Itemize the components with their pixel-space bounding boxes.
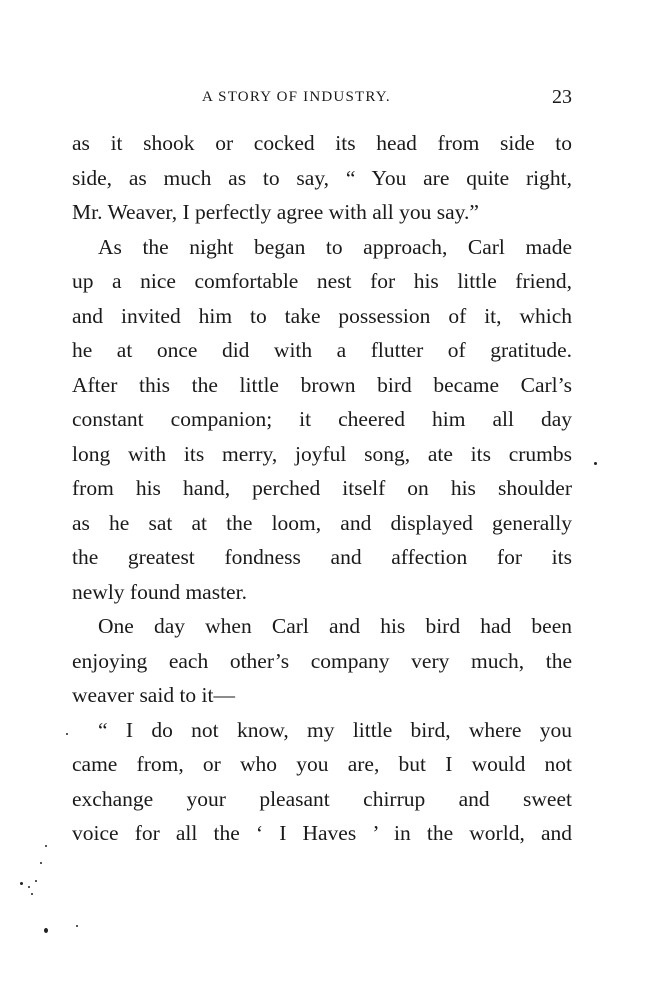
scan-speck — [66, 733, 68, 735]
text-line: from his hand, perched itself on his shoulder — [72, 476, 572, 500]
text-line: “ I do not know, my little bird, where you — [98, 717, 572, 742]
text-line: and invited him to take possession of it, which — [72, 303, 572, 328]
scan-speck — [35, 880, 37, 882]
text-line: side, as much as to say, “ You are quite right, — [72, 165, 572, 190]
text-line: came from, or who you are, but I would not — [72, 752, 572, 776]
text-line: Mr. Weaver, I perfectly agree with all you say.” — [72, 200, 479, 224]
text-line: voice for all the ‘ I Haves ’ in the world, and — [72, 821, 572, 845]
text-line: long with its merry, joyful song, ate its crumbs — [72, 441, 572, 466]
running-title: A STORY OF INDUSTRY. — [202, 89, 391, 105]
scan-speck — [45, 845, 47, 847]
text-line: exchange your pleasant chirrup and sweet — [72, 786, 572, 811]
scan-speck — [20, 882, 23, 885]
scan-speck — [40, 862, 42, 864]
page-header — [72, 84, 572, 110]
text-line: enjoying each other’s company very much, the — [72, 648, 572, 673]
text-line: as he sat at the loom, and displayed generally — [72, 510, 572, 535]
body-text — [72, 126, 572, 851]
text-line: After this the little brown bird became Carl’s — [72, 372, 572, 397]
text-line: the greatest fondness and affection for its — [72, 545, 572, 569]
page-number: 23 — [552, 86, 572, 108]
text-line: as it shook or cocked its head from side to — [72, 131, 572, 155]
text-line: up a nice comfortable nest for his little friend, — [72, 269, 572, 293]
scan-speck — [76, 925, 78, 927]
text-line: weaver said to it— — [72, 683, 235, 707]
scan-speck — [31, 893, 33, 895]
text-line: he at once did with a flutter of gratitude. — [72, 338, 572, 362]
scan-speck — [594, 462, 597, 465]
scan-speck — [44, 928, 48, 933]
text-line: One day when Carl and his bird had been — [98, 614, 572, 638]
text-line: constant companion; it cheered him all day — [72, 407, 572, 431]
text-line: As the night began to approach, Carl made — [98, 234, 572, 259]
scan-speck — [28, 886, 30, 888]
text-line: newly found master. — [72, 579, 247, 604]
